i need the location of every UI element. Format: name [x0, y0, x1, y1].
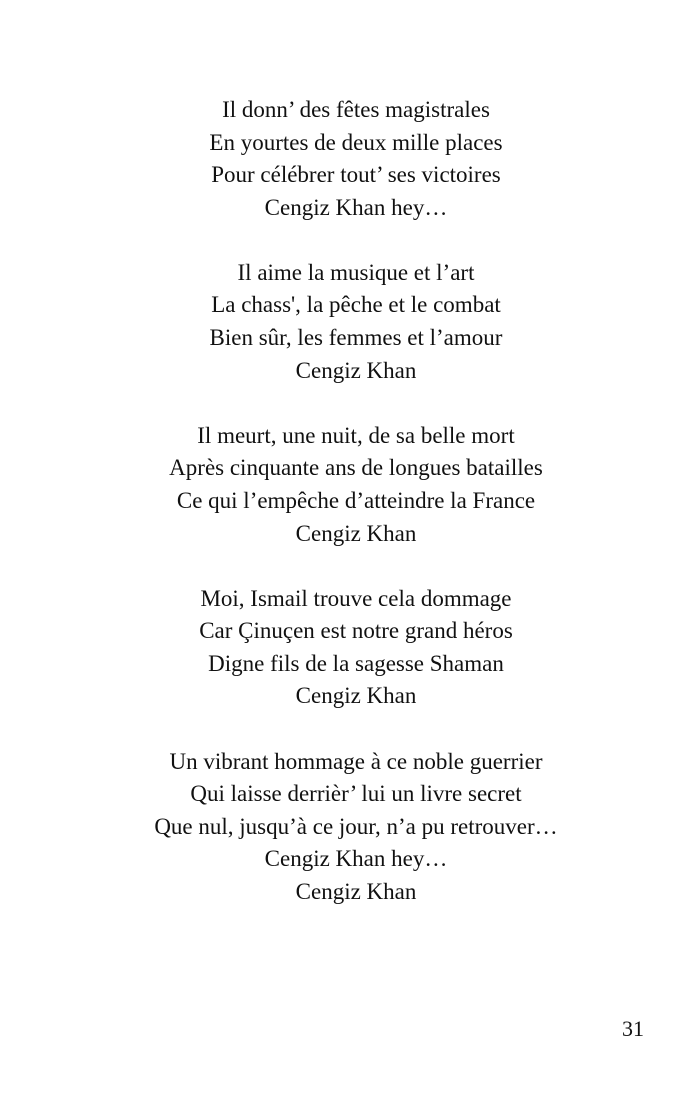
- poem-line: Car Çinuçen est notre grand héros: [199, 618, 513, 644]
- poem-line: Il donn’ des fêtes magistrales: [222, 97, 490, 122]
- stanza-1: [12, 94, 700, 224]
- poem-line: Il meurt, une nuit, de sa belle mort: [197, 422, 515, 448]
- poem-line: En yourtes de deux mille places: [209, 129, 503, 155]
- poem-line: Après cinquante ans de longues batailles: [169, 455, 543, 481]
- stanza-4: [12, 583, 700, 713]
- poem-line: Qui laisse derrièr’ lui un livre secret: [190, 781, 522, 807]
- stanza-2: [12, 257, 700, 387]
- poem-refrain: Cengiz Khan: [295, 878, 417, 904]
- poem-refrain: Cengiz Khan hey…: [264, 194, 448, 220]
- poem-line: Digne fils de la sagesse Shaman: [208, 650, 504, 676]
- poem-line: La chass', la pêche et le combat: [211, 292, 501, 318]
- poem-line: Pour célébrer tout’ ses victoires: [211, 162, 501, 188]
- poem-refrain: Cengiz Khan hey…: [264, 846, 448, 872]
- poem-line: Moi, Ismail trouve cela dommage: [200, 585, 512, 611]
- stanza-3: [12, 420, 700, 550]
- poem-refrain: Cengiz Khan: [295, 357, 417, 383]
- page-number: 31: [622, 1016, 644, 1041]
- poem-line: Bien sûr, les femmes et l’amour: [209, 325, 503, 351]
- poem-body: [0, 94, 700, 941]
- poem-line: Ce qui l’empêche d’atteindre la France: [176, 487, 536, 513]
- poem-refrain: Cengiz Khan: [295, 683, 417, 709]
- poem-line: Il aime la musique et l’art: [237, 259, 475, 285]
- poem-line: Que nul, jusqu’à ce jour, n’a pu retrouver…: [154, 813, 558, 839]
- poem-refrain: Cengiz Khan: [295, 520, 417, 546]
- stanza-5: [12, 746, 700, 909]
- poem-line: Un vibrant hommage à ce noble guerrier: [169, 748, 543, 774]
